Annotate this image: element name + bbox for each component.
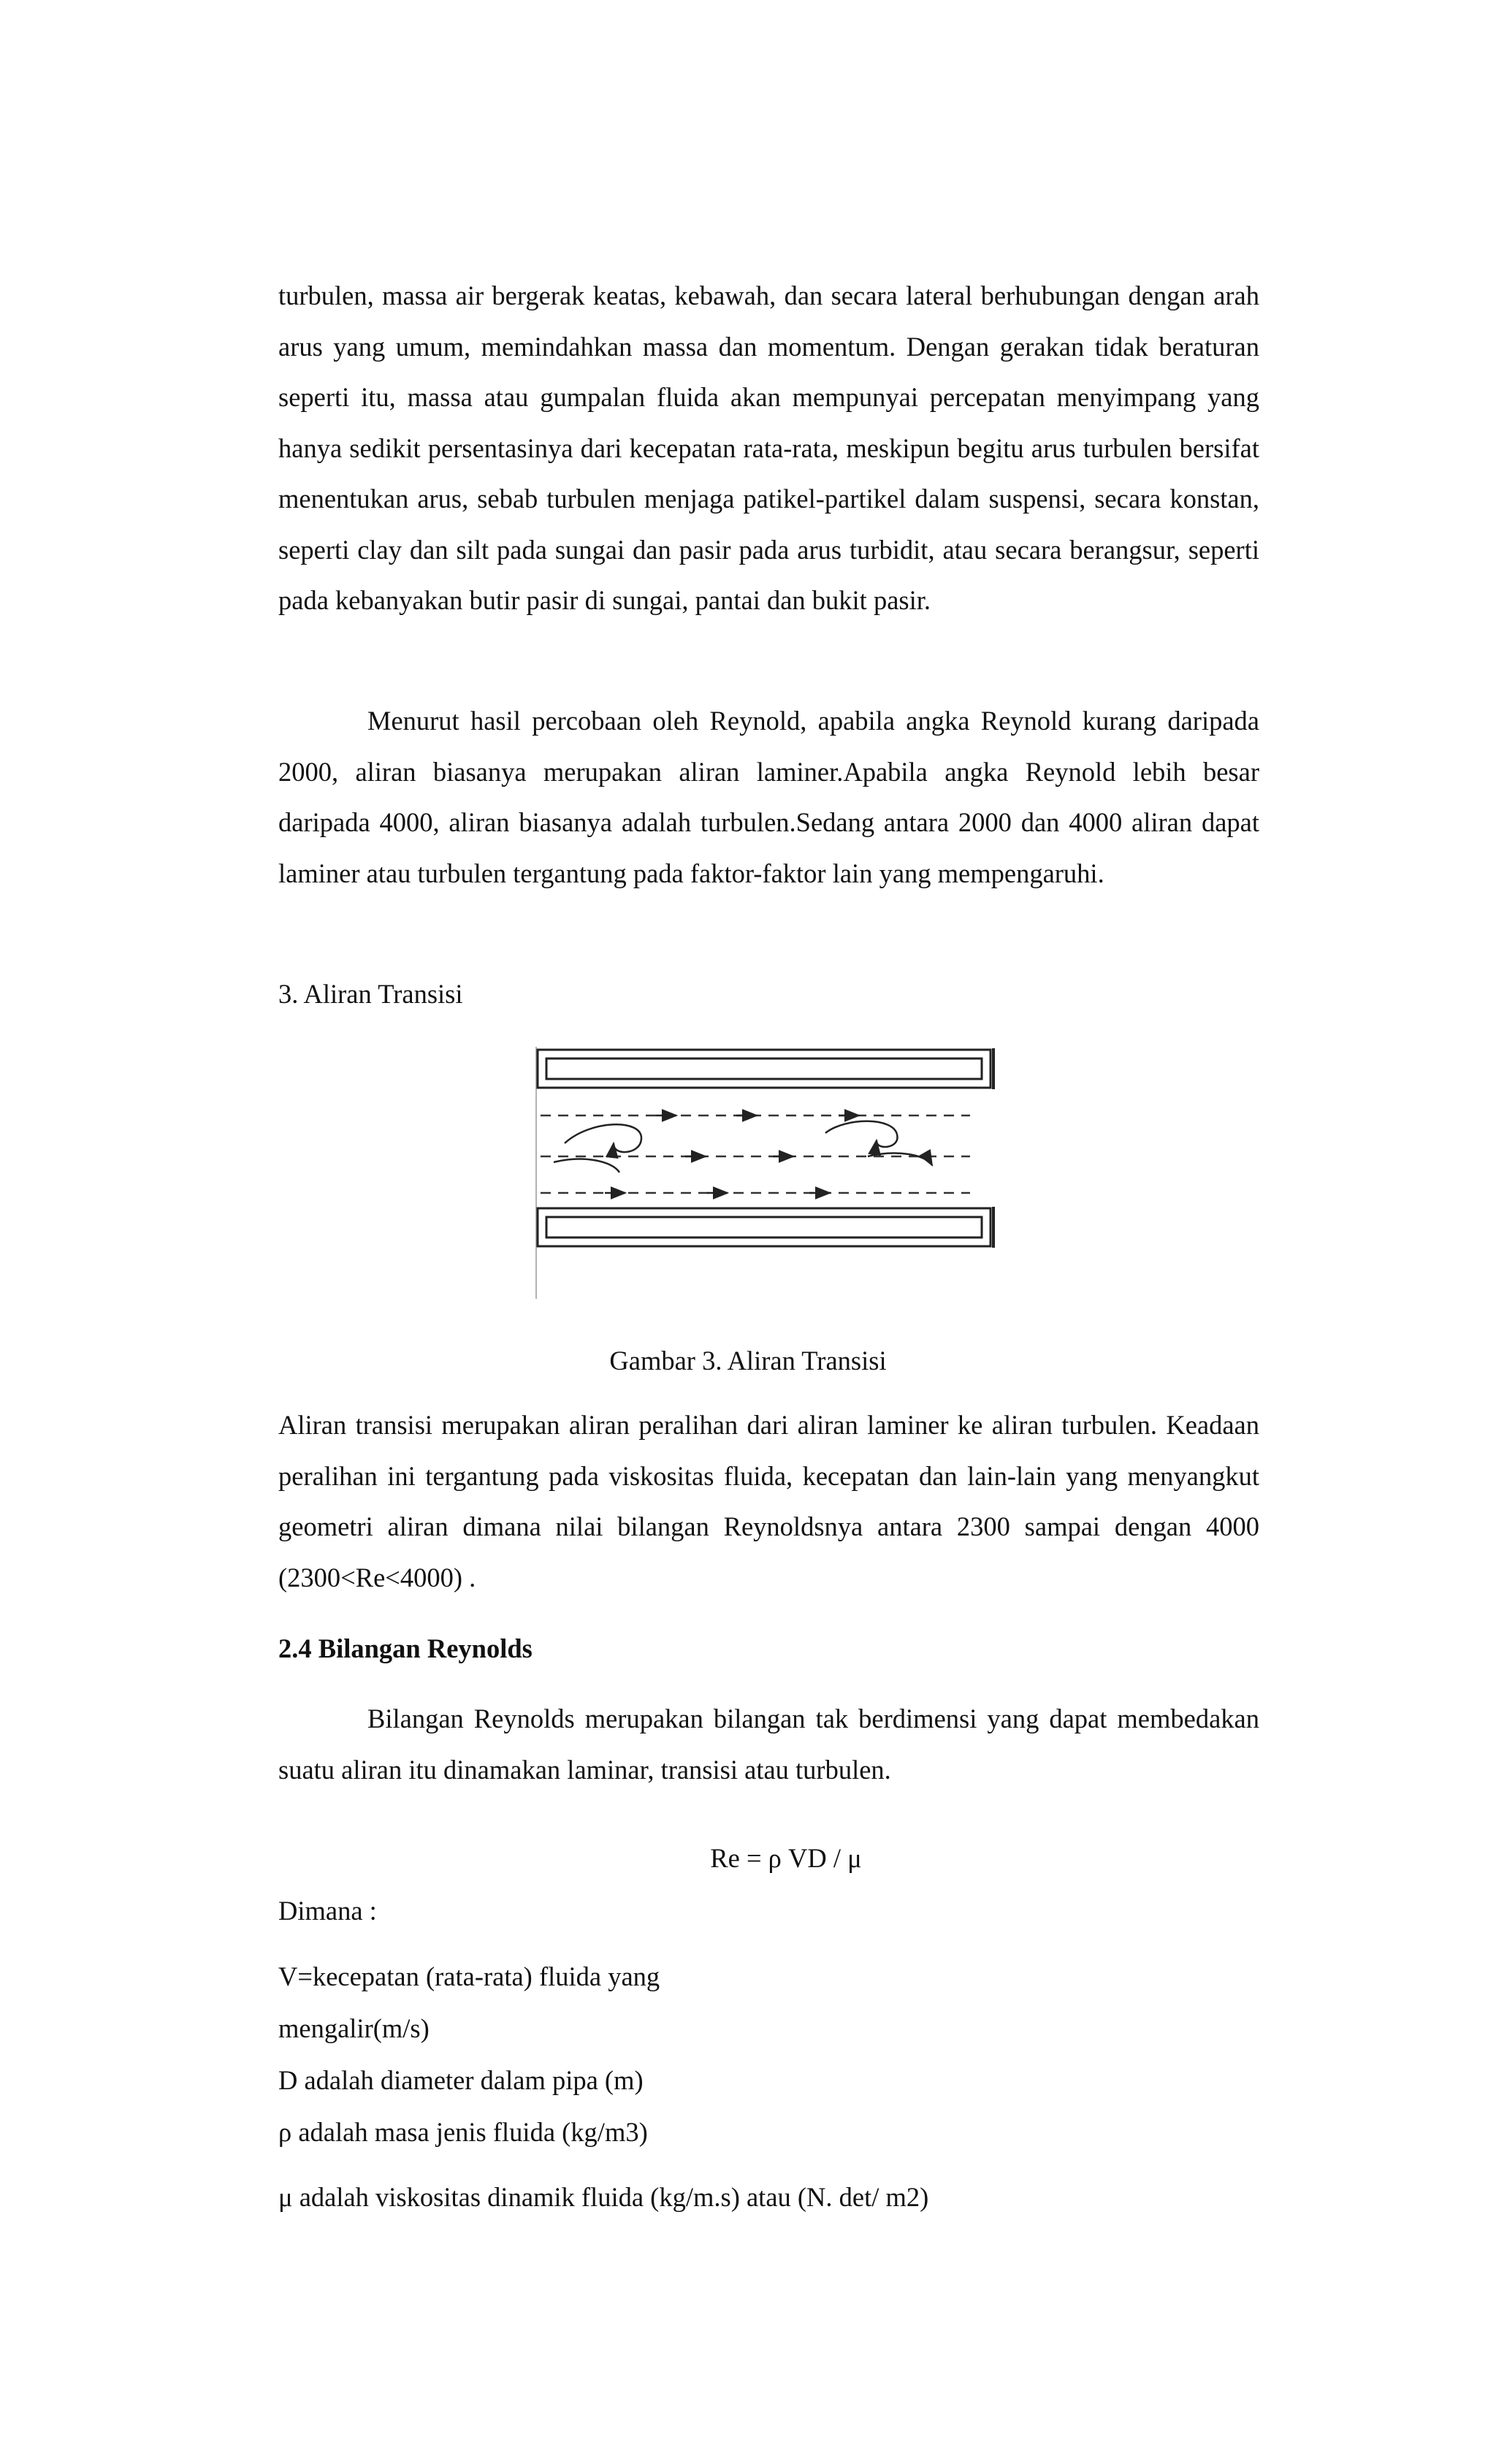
- reynold-block: [278, 695, 1259, 899]
- dimana-label: Dimana :: [278, 1896, 377, 1926]
- section-3-heading-block: [278, 969, 1259, 1020]
- definition-rho: ρ adalah masa jenis fluida (kg/m3): [278, 2117, 648, 2147]
- top-plate-outer: [538, 1050, 991, 1088]
- bilangan-block: [278, 1693, 1259, 1795]
- flow-arrows: [605, 1115, 859, 1193]
- definition-v-line-2: mengalir(m/s): [278, 2013, 430, 2043]
- reynold-paragraph: Menurut hasil percobaan oleh Reynold, apabila angka Reynold kurang daripada 2000, aliran biasanya merupakan aliran laminer.Apabila angka Reynold lebih besar daripada 4000, aliran biasanya adalah turbulen.Sedang antara 2000 dan 4000 aliran dapat laminer atau turbulen tergantung pada faktor-faktor lain yang mempengaruhi.: [278, 706, 1259, 888]
- figure-caption: Gambar 3. Aliran Transisi: [609, 1346, 887, 1376]
- definition-mu: μ adalah viskositas dinamik fluida (kg/m.s) atau (N. det/ m2): [278, 2182, 929, 2212]
- bottom-plate-inner: [546, 1217, 982, 1237]
- section-24-heading-block: [278, 1623, 1259, 1674]
- reynolds-formula: Re = ρ VD / μ: [710, 1843, 862, 1873]
- section-24-title: 2.4 Bilangan Reynolds: [278, 1633, 533, 1663]
- intro-block: [278, 270, 1259, 626]
- bottom-plate-outer: [538, 1208, 991, 1246]
- transisi-block: [278, 1400, 1259, 1603]
- section-3-title: 3. Aliran Transisi: [278, 979, 463, 1009]
- transisi-paragraph: Aliran transisi merupakan aliran peralihan dari aliran laminer ke aliran turbulen. Keadaan peralihan ini tergantung pada viskositas fluida, kecepatan dan lain-lain yang menyangkut geometri aliran dimana nilai bilangan Reynoldsnya antara 2300 sampai dengan 4000 (2300<Re<4000) .: [278, 1410, 1259, 1593]
- transitional-flow-figure: [532, 1047, 999, 1310]
- definitions-block: [278, 1893, 1259, 2216]
- definition-d: D adalah diameter dalam pipa (m): [278, 2065, 644, 2095]
- eddies: [554, 1121, 932, 1172]
- bilangan-paragraph: Bilangan Reynolds merupakan bilangan tak berdimensi yang dapat membedakan suatu aliran itu dinamakan laminar, transisi atau turbulen.: [278, 1704, 1259, 1785]
- top-plate-inner: [546, 1059, 982, 1079]
- intro-paragraph: turbulen, massa air bergerak keatas, kebawah, dan secara lateral berhubungan dengan arah arus yang umum, memindahkan massa dan momentum. Dengan gerakan tidak beraturan seperti itu, massa atau gumpalan fluida akan mempunyai percepatan menyimpang yang hanya sedikit persentasinya dari kecepatan rata-rata, meskipun begitu arus turbulen bersifat menentukan arus, sebab turbulen menjaga patikel-partikel dalam suspensi, secara konstan, seperti clay dan silt pada sungai dan pasir pada arus turbidit, atau secara berangsur, seperti pada kebanyakan butir pasir di sungai, pantai dan bukit pasir.: [278, 281, 1259, 615]
- definition-v-line-1: V=kecepatan (rata-rata) fluida yang: [278, 1961, 660, 1991]
